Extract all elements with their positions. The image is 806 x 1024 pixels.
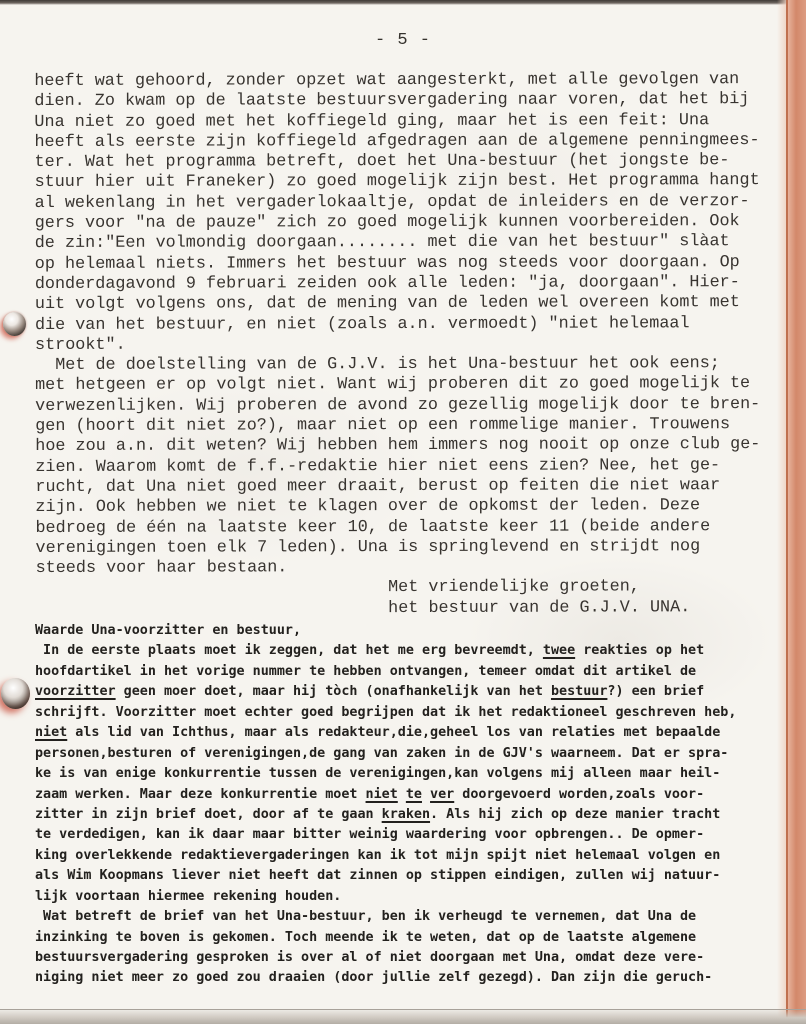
text-line: heeft wat gehoord, zonder opzet wat aangesterkt, met alle gevolgen van: [34, 70, 740, 91]
text-line: niging niet meer zo goed zou draaien (door jullie zelf gezegd). Dan zijn die geruch-: [35, 970, 713, 986]
text-line: die van het bestuur, en niet (zoals a.n. vermoedt) "niet helemaal: [34, 313, 690, 335]
text-line: Met de doelstelling van de G.J.V. is het Una-bestuur het ook eens;: [35, 354, 720, 376]
letter-una-bestuur: [34, 70, 795, 620]
text-line: zijn. Ook hebben we niet te klagen over de opkomst der leden. Deze: [35, 496, 701, 518]
text-line: steeds voor haar bestaan.: [35, 558, 288, 579]
page-bottom-shadow: [0, 1009, 806, 1024]
text-line: zitter in zijn brief doet, door af te gaan kraken. Als hij zich op deze manier tracht: [35, 806, 721, 822]
text-line: zien. Waarom komt de f.f.-redaktie hier niet eens zien? Nee, het ge-: [35, 455, 721, 477]
text-line: king overlekkende redaktievergaderingen kan ik tot mijn spijt niet helemaal volgen en: [35, 847, 721, 863]
text-line: niet als lid van Ichthus, maar als redakteur,die,geheel los van relaties met bepaalde: [35, 725, 721, 741]
paper-fastener-icon: [1, 678, 30, 709]
text-line: op helemaal niets. Immers het bestuur was nog steeds voor doorgaan. Op: [34, 252, 740, 274]
underlined-word: te: [405, 786, 422, 802]
text-line: donderdagavond 9 februari zeiden ook alle leden: "ja, doorgaan". Hier-: [34, 273, 740, 294]
text-line: personen,besturen of verenigingen,de gang van zaken in de GJV's waarneem. Dat er spra-: [35, 745, 729, 761]
underlined-word: niet: [35, 725, 68, 741]
text-line: hoe zou a.n. dit weten? Wij hebben hem immers nog nooit op onze club ge-: [35, 435, 761, 457]
underlined-word: voorzitter: [35, 684, 116, 700]
letter-redakteur-reply: [35, 621, 795, 989]
text-line: de zin:"Een volmondig doorgaan........ met die van het bestuur" slàat: [34, 232, 730, 254]
text-line: inzinking te boven is gekomen. Toch meende ik te weten, dat op de laatste algemene: [35, 929, 697, 945]
text-line: het bestuur van de G.J.V. UNA.: [35, 597, 691, 619]
text-line: gers voor "na de pauze" zich zo goed mogelijk kunnen voorbereiden. Ook: [34, 212, 740, 234]
text-line: bestuursvergadering gesproken is over al of niet doorgaan met Una, omdat deze vere-: [35, 950, 705, 965]
text-line: strookt".: [34, 335, 126, 355]
text-line: uit volgt volgens ons, dat de mening van de leden wel overeen komt met: [34, 293, 740, 315]
text-line: zaam werken. Maar deze konkurrentie moet niet te ver doorgevoerd worden,zoals voor-: [35, 786, 705, 802]
text-line: al wekenlang in het vergaderlokaaltje, opdat de inleiders en de verzor-: [34, 191, 750, 213]
page-top-edge: [0, 0, 806, 5]
underlined-word: twee: [542, 643, 576, 659]
text-line: Wat betreft de brief van het Una-bestuur, ben ik verheugd te vernemen, dat Una de: [35, 909, 697, 925]
paper-fastener-icon: [3, 312, 26, 336]
text-line: te verdedigen, kan ik daar maar bitter weinig waardering voor opbrengen.. De opmer-: [35, 827, 705, 843]
text-line: bedroeg de één na laatste keer 10, de laatste keer 11 (beide andere: [35, 516, 711, 538]
text-line: stuur hier uit Franeker) zo goed mogelijk zijn best. Het programma hangt: [34, 171, 760, 193]
text-line: verenigingen toen elk 7 leden). Una is springlevend en strijdt nog: [35, 537, 701, 558]
text-line: als Wim Koopmans liever niet heeft dat zinnen op stippen eindigen, zullen wij natuur-: [35, 868, 721, 884]
text-line: heeft als eerste zijn koffiegeld afgedragen aan de algemene penningmees-: [34, 130, 760, 152]
text-line: Una niet zo goed met het koffiegeld ging, maar het is een feit: Una: [34, 110, 710, 132]
text-line: ter. Wat het programma betreft, doet het Una-bestuur (het jongste be-: [34, 151, 730, 173]
text-line: In de eerste plaats moet ik zeggen, dat het me erg bevreemdt, twee reakties op het: [35, 643, 705, 659]
text-line: lijk voortaan hiermee rekening houden.: [35, 888, 342, 904]
page-number: - 5 -: [374, 31, 431, 50]
text-line: ke is van enige konkurrentie tussen de verenigingen,kan volgens mij alleen maar heil-: [35, 766, 721, 782]
underlined-word: bestuur: [550, 684, 608, 700]
text-line: gen (hoort dit niet zo?), maar niet op een rommelige manier. Trouwens: [35, 415, 731, 437]
text-line: schrijft. Voorzitter moet echter goed begrijpen dat ik het redaktioneel geschreven heb,: [35, 704, 737, 720]
text-line: met hetgeen er op volgt niet. Want wij proberen dit zo goed mogelijk te: [35, 374, 751, 396]
text-line: hoofdartikel in het vorige nummer te hebben ontvangen, temeer omdat dit artikel de: [35, 663, 697, 679]
underlined-word: niet: [365, 786, 398, 802]
text-line: dien. Zo kwam op de laatste bestuursvergadering naar voren, dat het bij: [34, 90, 750, 112]
text-line: Met vriendelijke groeten,: [35, 577, 640, 599]
text-line: verwezenlijken. Wij proberen de avond zo gezellig mogelijk door te bren-: [35, 394, 761, 416]
text-line: voorzitter geen moer doet, maar hij tòch (onafhankelijk van het bestuur?) een brief: [35, 684, 705, 700]
text-line: rucht, dat Una niet goed meer draait, berust op feiten die niet waar: [35, 476, 721, 497]
underlined-word: kraken: [381, 806, 431, 822]
underlined-word: ver: [430, 786, 455, 802]
text-line: Waarde Una-voorzitter en bestuur,: [35, 623, 302, 638]
